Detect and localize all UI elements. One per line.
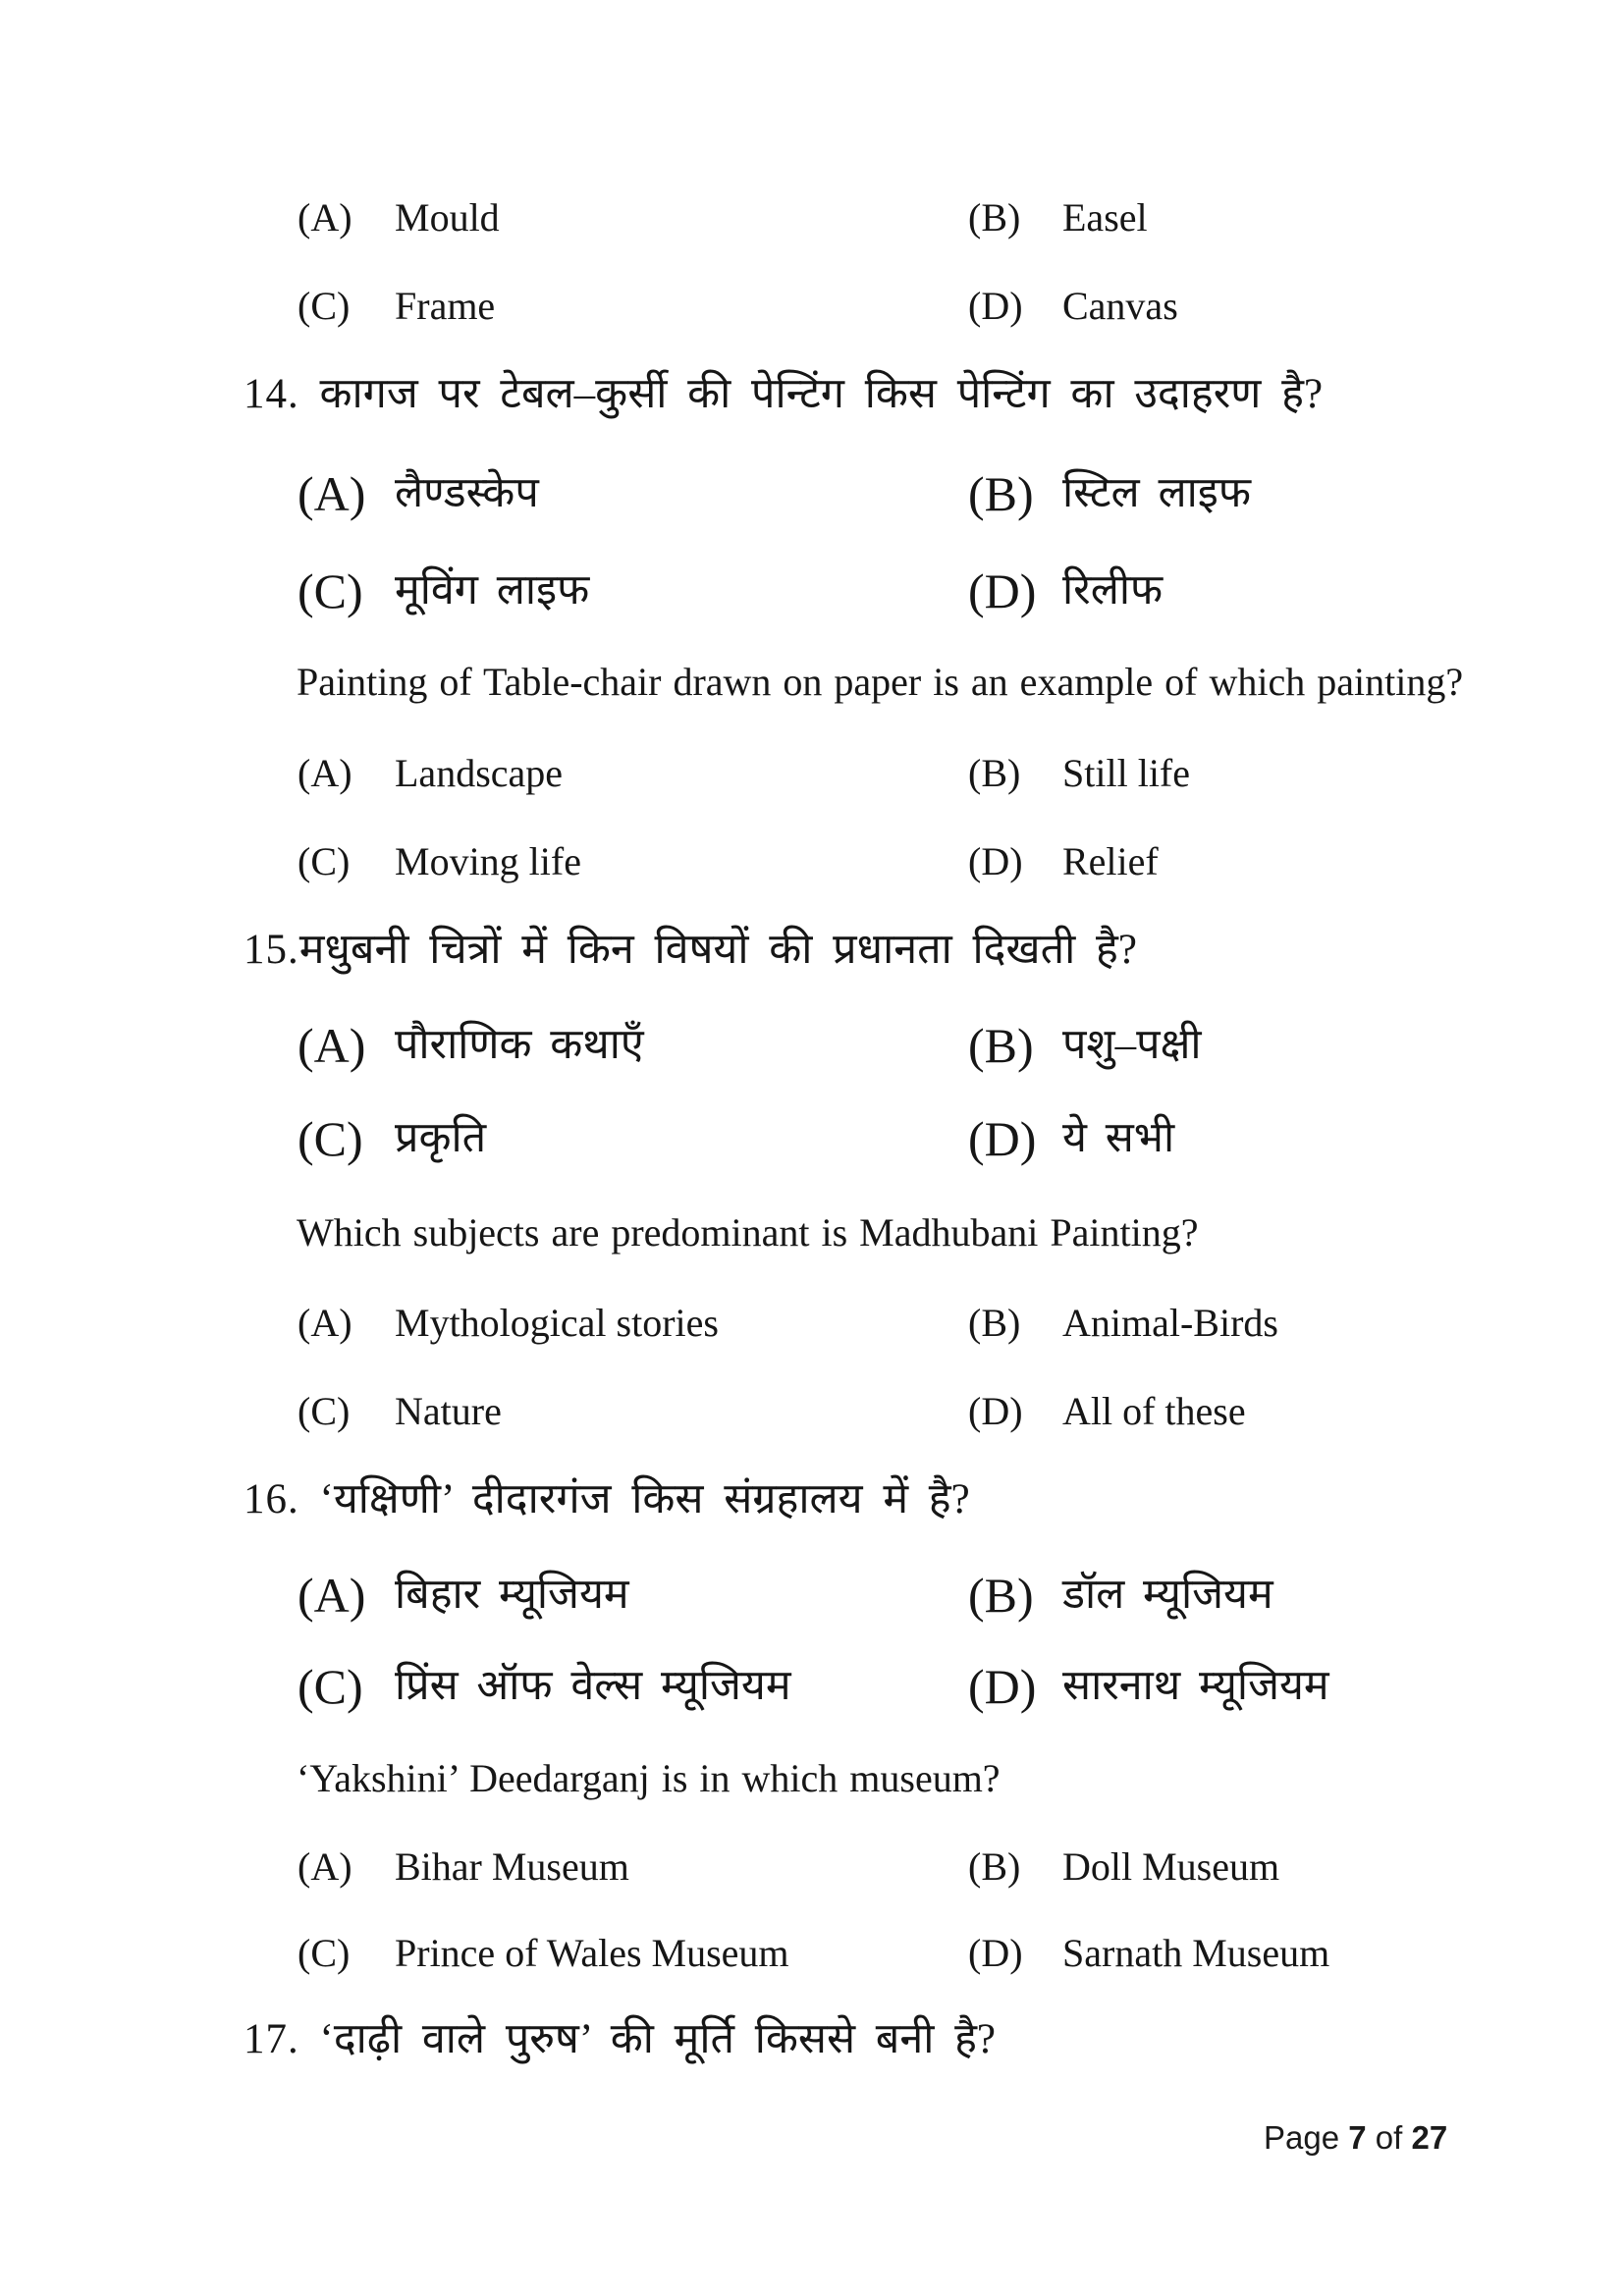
option-label: बिहार म्यूजियम	[395, 1572, 629, 1618]
option-letter: (A)	[298, 195, 352, 240]
option-label: Moving life	[395, 839, 581, 883]
option-label: Mould	[395, 195, 500, 240]
option-letter: (D)	[968, 1931, 1023, 1975]
option-label: रिलीफ	[1062, 567, 1164, 614]
option-letter: (B)	[968, 1301, 1021, 1345]
option-label: Prince of Wales Museum	[395, 1931, 789, 1975]
question-line-hindi-16	[0, 1466, 1624, 1534]
option-letter: (B)	[968, 751, 1021, 795]
option-row	[0, 459, 1624, 528]
option-letter: (B)	[968, 466, 1034, 521]
option-row	[0, 1833, 1624, 1901]
option-label: मूविंग लाइफ	[395, 567, 590, 614]
question-line-english-14	[0, 648, 1624, 717]
page-footer	[1264, 2118, 1447, 2158]
option-row	[0, 272, 1624, 341]
question-line-hindi-14	[0, 360, 1624, 429]
option-letter: (D)	[968, 1111, 1037, 1166]
question-text: मधुबनी चित्रों में किन विषयों की प्रधानता दिखती है?	[298, 927, 1137, 973]
option-label: Mythological stories	[395, 1301, 719, 1345]
option-label: All of these	[1062, 1389, 1246, 1433]
option-label: स्टिल लाइफ	[1062, 470, 1251, 516]
option-row	[0, 1011, 1624, 1080]
option-label: Sarnath Museum	[1062, 1931, 1330, 1975]
option-row	[0, 1289, 1624, 1358]
footer-page-label: Page	[1264, 2119, 1340, 2156]
option-row	[0, 1919, 1624, 1988]
option-label: Doll Museum	[1062, 1844, 1280, 1889]
option-row	[0, 1377, 1624, 1446]
footer-page-number: 7	[1348, 2119, 1367, 2156]
footer-total-pages: 27	[1411, 2119, 1448, 2156]
option-label: प्रिंस ऑफ वेल्स म्यूजियम	[395, 1663, 791, 1709]
option-row	[0, 739, 1624, 808]
option-letter: (A)	[298, 1018, 366, 1073]
option-label: सारनाथ म्यूजियम	[1062, 1663, 1329, 1709]
option-letter: (D)	[968, 839, 1023, 883]
footer-of-label: of	[1375, 2119, 1403, 2156]
option-label: पशु–पक्षी	[1062, 1022, 1202, 1068]
option-label: प्रकृति	[395, 1115, 487, 1161]
option-label: ये सभी	[1062, 1115, 1175, 1161]
option-row	[0, 1561, 1624, 1629]
option-letter: (D)	[968, 563, 1037, 618]
option-label: Canvas	[1062, 284, 1178, 328]
option-letter: (A)	[298, 1301, 352, 1345]
option-row	[0, 1104, 1624, 1173]
option-label: Easel	[1062, 195, 1148, 240]
option-label: लैण्डस्केप	[395, 470, 539, 516]
question-number: 17.	[244, 2016, 299, 2062]
option-label: पौराणिक कथाएँ	[395, 1022, 644, 1068]
option-label: Still life	[1062, 751, 1190, 795]
option-letter: (A)	[298, 751, 352, 795]
option-row	[0, 184, 1624, 252]
option-row	[0, 828, 1624, 896]
option-letter: (C)	[298, 563, 363, 618]
option-letter: (C)	[298, 284, 351, 328]
option-label: Relief	[1062, 839, 1159, 883]
option-letter: (C)	[298, 1659, 363, 1714]
option-letter: (B)	[968, 1568, 1034, 1623]
question-number: 15.	[244, 927, 299, 973]
option-letter: (D)	[968, 1389, 1023, 1433]
option-row	[0, 557, 1624, 625]
option-letter: (D)	[968, 1659, 1037, 1714]
question-text: ‘यक्षिणी’ दीदारगंज किस संग्रहालय में है?	[298, 1476, 970, 1522]
option-letter: (C)	[298, 1389, 351, 1433]
question-number: 16.	[244, 1476, 299, 1522]
question-text: Which subjects are predominant is Madhubani Painting?	[297, 1210, 1199, 1255]
question-line-english-15	[0, 1199, 1624, 1267]
option-letter: (C)	[298, 1111, 363, 1166]
question-line-english-16	[0, 1744, 1624, 1813]
question-text: कागज पर टेबल–कुर्सी की पेन्टिंग किस पेन्टिंग का उदाहरण है?	[298, 371, 1324, 417]
option-label: Landscape	[395, 751, 564, 795]
option-letter: (C)	[298, 839, 351, 883]
question-text: ‘दाढ़ी वाले पुरुष’ की मूर्ति किससे बनी है?	[298, 2016, 996, 2062]
option-letter: (D)	[968, 284, 1023, 328]
option-letter: (A)	[298, 466, 366, 521]
question-line-hindi-15	[0, 916, 1624, 985]
question-text: Painting of Table-chair drawn on paper is an example of which painting?	[297, 660, 1464, 704]
question-line-hindi-17	[0, 2005, 1624, 2074]
option-label: Nature	[395, 1389, 502, 1433]
option-letter: (B)	[968, 195, 1021, 240]
option-label: Frame	[395, 284, 496, 328]
option-letter: (A)	[298, 1568, 366, 1623]
option-letter: (B)	[968, 1018, 1034, 1073]
question-text: ‘Yakshini’ Deedarganj is in which museum?	[297, 1756, 1001, 1800]
option-label: डॉल म्यूजियम	[1062, 1572, 1273, 1618]
question-number: 14.	[244, 371, 299, 417]
option-letter: (B)	[968, 1844, 1021, 1889]
option-label: Animal-Birds	[1062, 1301, 1278, 1345]
option-label: Bihar Museum	[395, 1844, 629, 1889]
option-letter: (A)	[298, 1844, 352, 1889]
option-letter: (C)	[298, 1931, 351, 1975]
option-row	[0, 1652, 1624, 1721]
